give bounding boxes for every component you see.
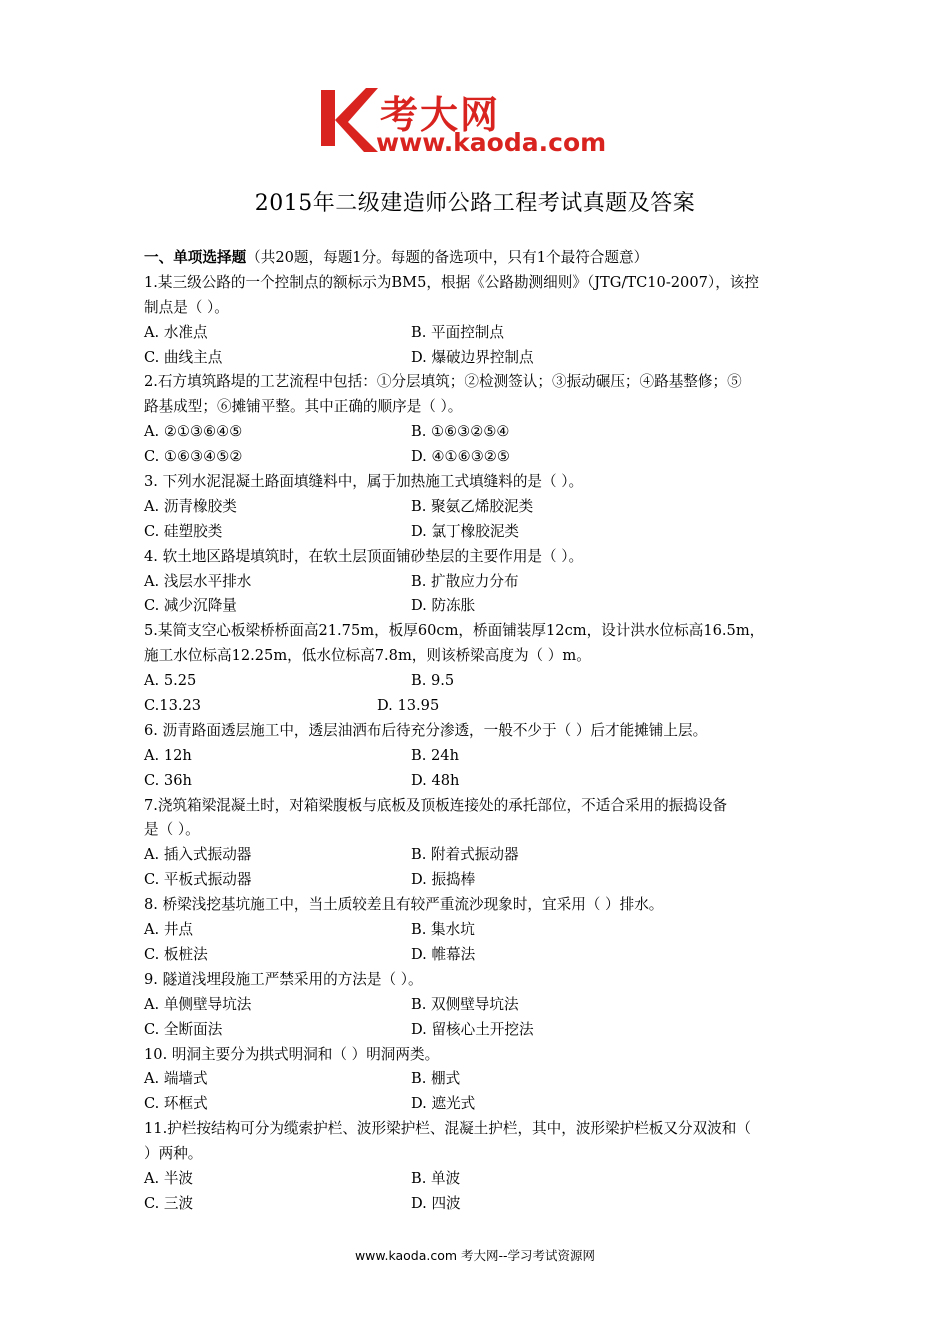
option-row	[144, 868, 812, 893]
question-stem-line: 施工水位标高12.25m，低水位标高7.8m，则该桥梁高度为（ ）m。	[144, 647, 591, 665]
option-row	[144, 520, 812, 545]
answer-option: D. 四波	[411, 1194, 461, 1212]
question-stem-line: ）两种。	[144, 1145, 203, 1163]
option-row	[144, 769, 812, 794]
answer-option: A. 井点	[144, 921, 194, 939]
answer-option: D. 爆破边界控制点	[411, 348, 534, 366]
answer-option: C. 全断面法	[144, 1020, 223, 1038]
option-row	[144, 346, 812, 371]
answer-option: C. 平板式振动器	[144, 871, 252, 889]
answer-option: B. 棚式	[411, 1070, 461, 1088]
question-stem-line: 是（ ）。	[144, 821, 200, 839]
answer-option: D. 遮光式	[411, 1095, 476, 1113]
answer-option: B. 9.5	[411, 672, 455, 690]
question-stem-line: 3. 下列水泥混凝土路面填缝料中，属于加热施工式填缝料的是（ ）。	[144, 473, 584, 491]
option-row	[144, 993, 812, 1018]
answer-option: B. 24h	[411, 746, 459, 764]
question-stem-line: 10. 明洞主要分为拱式明洞和（ ）明洞两类。	[144, 1045, 440, 1063]
answer-option: B. 集水坑	[411, 921, 475, 939]
answer-option: C. 硅塑胶类	[144, 522, 223, 540]
page-footer: www.kaoda.com 考大网--学习考试资源网	[354, 1248, 596, 1263]
answer-option: C. 三波	[144, 1194, 194, 1212]
answer-option: A. ②①③⑥④⑤	[144, 423, 243, 441]
logo-url-text: www.kaoda.com	[376, 128, 607, 157]
option-row	[144, 1067, 812, 1092]
answer-option: B. ①⑥③②⑤④	[411, 423, 510, 441]
answer-option: A. 浅层水平排水	[144, 572, 252, 590]
option-row	[144, 420, 812, 445]
answer-option: C. ①⑥③④⑤②	[144, 448, 243, 466]
question-stem-line: 制点是（ ）。	[144, 298, 229, 316]
option-row	[144, 669, 812, 694]
section-label: 一、单项选择题	[144, 249, 247, 266]
option-row	[144, 1018, 812, 1043]
option-row	[144, 1167, 812, 1192]
option-row	[144, 943, 812, 968]
question-stem-line: 8. 桥梁浅挖基坑施工中，当土质较差且有较严重流沙现象时，宜采用（ ）排水。	[144, 896, 664, 914]
answer-option: B. 扩散应力分布	[411, 572, 519, 590]
answer-option: A. 沥青橡胶类	[144, 497, 237, 515]
option-row	[144, 1092, 812, 1117]
answer-option: B. 附着式振动器	[411, 846, 519, 864]
answer-option: D. 防冻胀	[411, 597, 476, 615]
answer-option: C. 36h	[144, 771, 192, 789]
answer-option: A. 插入式振动器	[144, 846, 252, 864]
question-list	[144, 246, 812, 1217]
answer-option: A. 单侧壁导坑法	[144, 995, 252, 1013]
answer-option: C.13.23	[144, 697, 202, 715]
answer-option: D. 振捣棒	[411, 871, 476, 889]
answer-option: B. 单波	[411, 1169, 461, 1187]
question-stem-line: 6. 沥青路面透层施工中，透层油洒布后待充分渗透，一般不少于（ ）后才能摊铺上层。	[144, 721, 708, 739]
option-row	[144, 744, 812, 769]
section-note: （共20题，每题1分。每题的备选项中，只有1个最符合题意）	[246, 249, 649, 266]
option-row	[144, 495, 812, 520]
question-stem-line: 4. 软土地区路堤填筑时，在软土层顶面铺砂垫层的主要作用是（ ）。	[144, 547, 584, 565]
answer-option: C. 减少沉降量	[144, 597, 237, 615]
question-stem-line: 5.某简支空心板梁桥桥面高21.75m，板厚60cm，桥面铺装厚12cm，设计洪水位标高16.5m，	[144, 622, 765, 640]
answer-option: C. 曲线主点	[144, 348, 223, 366]
answer-option: A. 5.25	[144, 672, 197, 690]
option-row	[144, 1192, 812, 1217]
kaoda-logo	[318, 86, 638, 158]
answer-option: A. 12h	[144, 746, 192, 764]
option-row	[144, 918, 812, 943]
question-stem-line: 路基成型；⑥摊铺平整。其中正确的顺序是（ ）。	[144, 398, 463, 416]
answer-option: C. 板桩法	[144, 945, 208, 963]
page-title: 2015年二级建造师公路工程考试真题及答案	[254, 191, 696, 216]
answer-option: D. 帷幕法	[411, 945, 476, 963]
answer-option: C. 环框式	[144, 1095, 208, 1113]
answer-option: A. 半波	[144, 1169, 194, 1187]
option-row	[144, 570, 812, 595]
logo-chinese-text: 考大网	[380, 93, 501, 137]
answer-option: D. 留核心土开挖法	[411, 1020, 534, 1038]
answer-option: A. 水准点	[144, 323, 208, 341]
answer-option: B. 平面控制点	[411, 323, 504, 341]
option-row	[144, 321, 812, 346]
k-logo-icon	[318, 86, 380, 154]
option-row	[144, 694, 812, 719]
question-stem-line: 7.浇筑箱梁混凝土时，对箱梁腹板与底板及顶板连接处的承托部位，不适合采用的振捣设备	[144, 796, 728, 814]
question-stem-line: 9. 隧道浅埋段施工严禁采用的方法是（ ）。	[144, 970, 423, 988]
option-row	[144, 843, 812, 868]
answer-option: D. 48h	[411, 771, 460, 789]
answer-option: D. ④①⑥③②⑤	[411, 448, 510, 466]
section-heading	[144, 246, 812, 271]
option-row	[144, 445, 812, 470]
answer-option: B. 聚氨乙烯胶泥类	[411, 497, 534, 515]
answer-option: D. 13.95	[377, 697, 440, 715]
answer-option: D. 氯丁橡胶泥类	[411, 522, 520, 540]
answer-option: A. 端墙式	[144, 1070, 208, 1088]
question-stem-line: 1.某三级公路的一个控制点的额标示为BM5，根据《公路勘测细则》（JTG/TC10-2007），该控	[144, 273, 759, 291]
option-row	[144, 594, 812, 619]
question-stem-line: 2.石方填筑路堤的工艺流程中包括：①分层填筑；②检测签认；③振动碾压；④路基整修；⑤	[144, 373, 742, 391]
question-stem-line: 11.护栏按结构可分为缆索护栏、波形梁护栏、混凝土护栏，其中，波形梁护栏板又分双波和（	[144, 1120, 751, 1138]
answer-option: B. 双侧壁导坑法	[411, 995, 519, 1013]
